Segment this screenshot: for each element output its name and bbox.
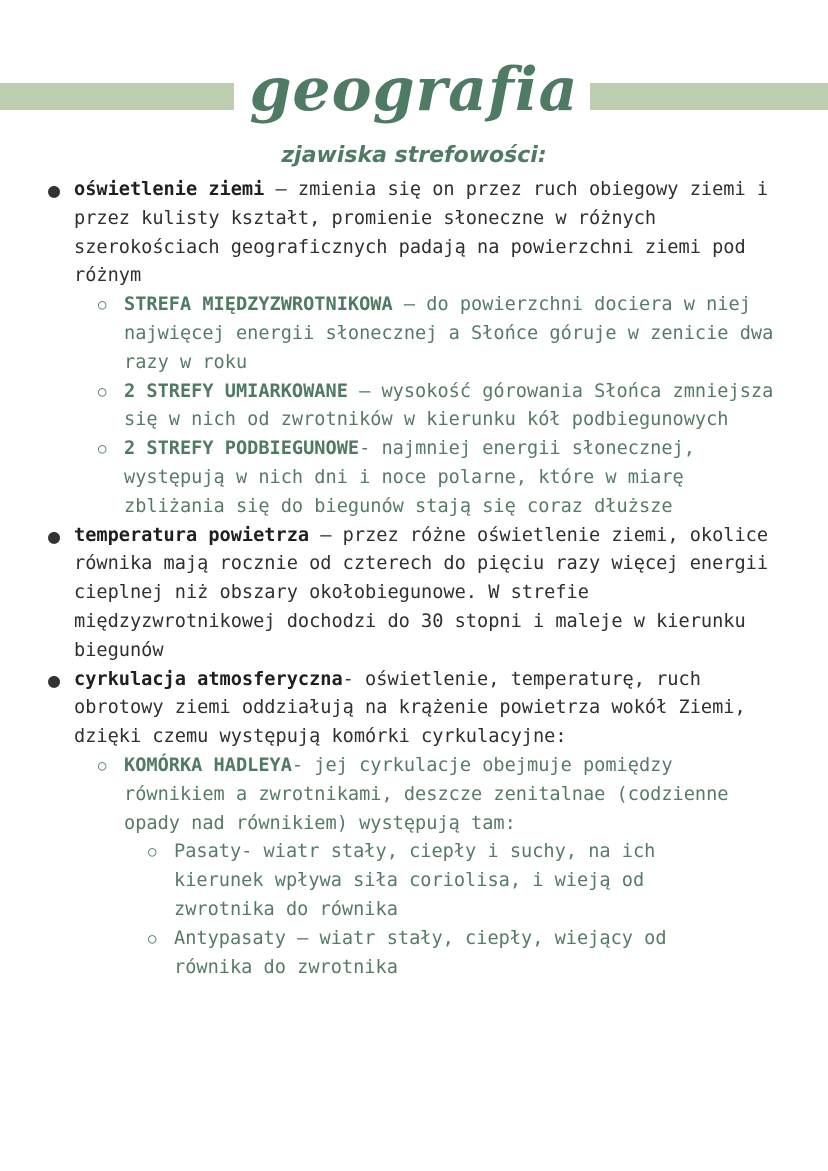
circle-bullet-icon: ○ (98, 297, 107, 314)
bullet-icon: ● (48, 523, 61, 548)
item-keyword: cyrkulacja atmosferyczna (74, 668, 343, 690)
circle-bullet-icon: ○ (98, 383, 107, 400)
item-keyword: oświetlenie ziemi (74, 179, 265, 200)
page-title: geografia (249, 55, 579, 125)
item-text: – zmienia się on przez ruch obiegowy ziemi i przez kulisty kształt, promienie słoneczne w różnych szerokościach geograficznych padają na powierzchni ziemi pod różnym (74, 179, 769, 287)
circle-bullet-icon: ○ (98, 757, 107, 774)
list-item (48, 666, 794, 752)
item-text: Pasaty- wiatr stały, ciepły i suchy, na ich kierunek wpływa siła coriolisa, i wieją od zwrotnika do równika (174, 841, 656, 920)
item-keyword: KOMÓRKA HADLEYA (124, 754, 292, 776)
item-keyword: 2 STREFY UMIARKOWANE (124, 380, 348, 402)
list-item (98, 752, 774, 838)
list-item (148, 925, 754, 983)
page-subtitle: zjawiska strefowości: (281, 143, 547, 168)
bullet-icon: ● (48, 667, 61, 692)
circle-bullet-icon: ○ (148, 844, 157, 861)
list-item (148, 838, 754, 924)
item-text: Antypasaty – wiatr stały, ciepły, wiejący od równika do zwrotnika (174, 927, 667, 978)
item-text: - najmniej energii słonecznej, występują w nich dni i noce polarne, które w miarę zbliżania się do biegunów stają się coraz dłuższe (124, 438, 695, 517)
item-text: – przez różne oświetlenie ziemi, okolice równika mają rocznie od czterech do pięciu razy więcej energii cieplnej niż obszary okołobiegunowe. W strefie międzyzwrotnikowej dochodzi do 30 stopni i maleje w kierunku biegunów (74, 524, 769, 661)
item-text: - oświetlenie, temperaturę, ruch obrotowy ziemi oddziałują na krążenie powietrza wokół Ziemi, dzięki czemu występują komórki cyrkulacyjne: (74, 668, 746, 748)
notes-list (0, 176, 828, 982)
item-keyword: temperatura powietrza (74, 524, 310, 546)
list-item (48, 176, 794, 291)
list-item (98, 378, 774, 436)
list-item (98, 435, 774, 521)
list-item (48, 522, 794, 666)
item-keyword: STREFA MIĘDZYZWROTNIKOWA (124, 294, 393, 316)
item-text: – do powierzchni dociera w niej najwięcej energii słonecznej a Słońce góruje w zenicie dwa razy w roku (124, 294, 774, 373)
bullet-icon: ● (48, 178, 61, 202)
circle-bullet-icon: ○ (98, 441, 107, 458)
item-text: – wysokość górowania Słońca zmniejsza się w nich od zwrotników w kierunku kół podbiegunowych (124, 380, 774, 431)
item-text: - jej cyrkulacje obejmuje pomiędzy równikiem a zwrotnikami, deszcze zenitalnae (codzienne opady nad równikiem) występują tam: (124, 754, 729, 834)
item-keyword: 2 STREFY PODBIEGUNOWE (124, 438, 360, 460)
list-item (98, 291, 774, 377)
circle-bullet-icon: ○ (148, 930, 157, 947)
